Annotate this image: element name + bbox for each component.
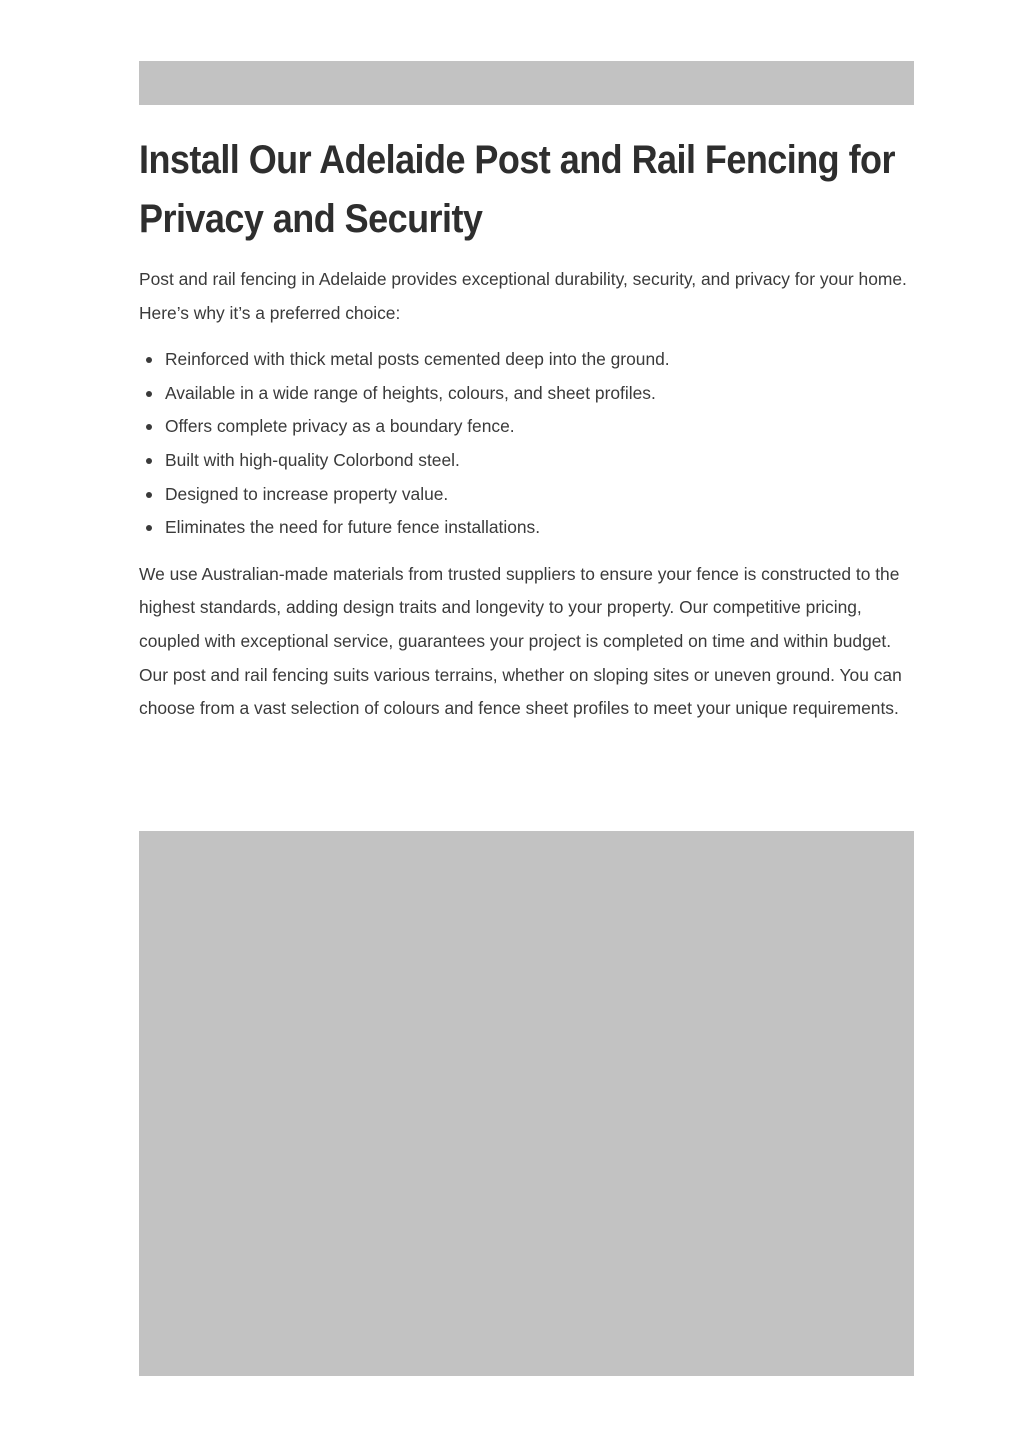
- list-item-text: Offers complete privacy as a boundary fence.: [165, 416, 515, 437]
- list-item: [165, 343, 914, 377]
- fence-image-placeholder: [139, 831, 914, 1376]
- body-paragraph: We use Australian-made materials from trusted suppliers to ensure your fence is constructed to the highest standards, adding design traits and longevity to your property. Our competitive pricing, coupled with exceptional service, guarantees your project is completed on time and within budget. Our post and rail fencing suits various terrains, whether on sloping sites or uneven ground. You can choose from a vast selection of colours and fence sheet profiles to meet your unique requirements.: [139, 563, 902, 719]
- list-item: [165, 444, 914, 478]
- list-item: [165, 377, 914, 411]
- list-item-text: Designed to increase property value.: [165, 483, 449, 504]
- list-item-text: Reinforced with thick metal posts cemented deep into the ground.: [165, 349, 670, 370]
- list-item: [165, 410, 914, 444]
- intro-paragraph: Post and rail fencing in Adelaide provides exceptional durability, security, and privacy for your home. Here’s why it’s a preferred choice:: [139, 269, 907, 323]
- list-item-text: Built with high-quality Colorbond steel.: [165, 449, 460, 470]
- article-content: [139, 61, 914, 726]
- bullet-icon: [146, 525, 152, 531]
- list-item-text: Eliminates the need for future fence installations.: [165, 517, 541, 538]
- bullet-icon: [146, 391, 152, 397]
- list-item-text: Available in a wide range of heights, colours, and sheet profiles.: [165, 382, 656, 403]
- bullet-icon: [146, 424, 152, 430]
- bullet-icon: [146, 357, 152, 363]
- top-image-placeholder: [139, 61, 914, 105]
- article-heading: Install Our Adelaide Post and Rail Fencing for Privacy and Security: [139, 138, 895, 241]
- bullet-icon: [146, 492, 152, 498]
- list-item: [165, 511, 914, 545]
- list-item: [165, 478, 914, 512]
- bullet-icon: [146, 458, 152, 464]
- benefits-list: [139, 343, 914, 545]
